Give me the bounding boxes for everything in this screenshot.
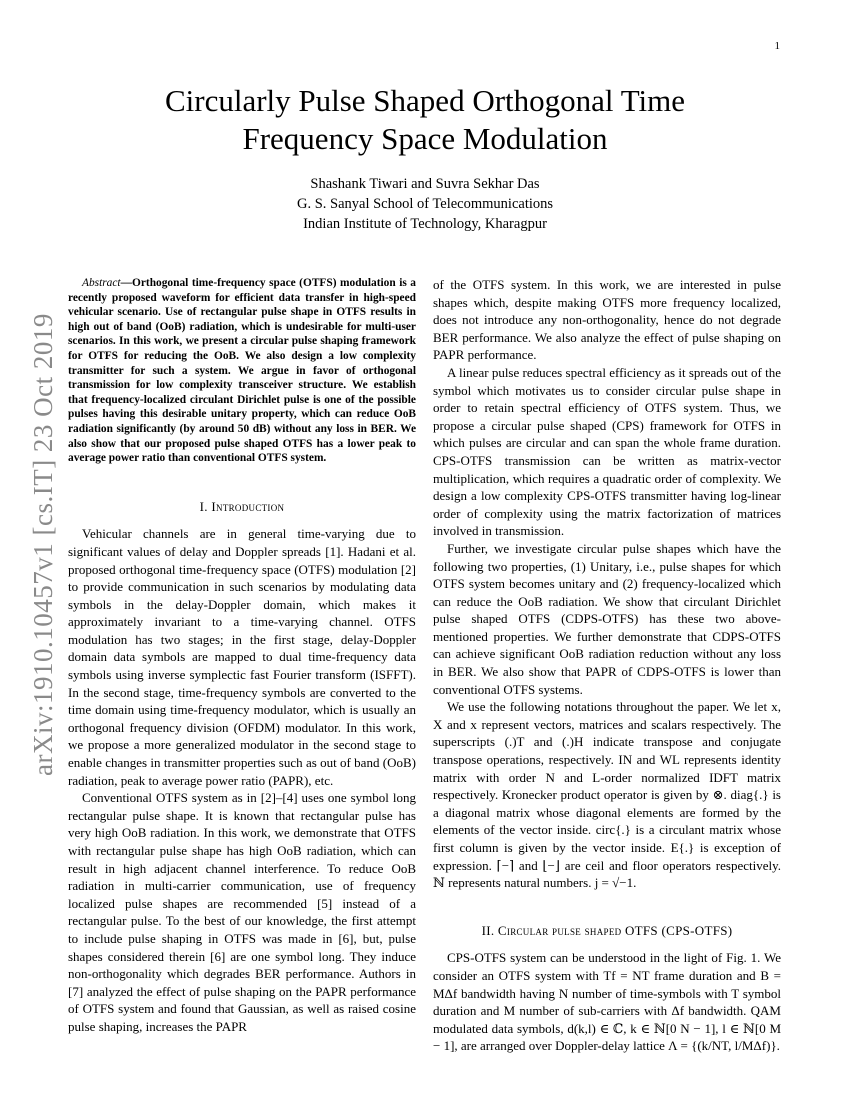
page-number: 1 <box>774 40 780 52</box>
title-line-1: Circularly Pulse Shaped Orthogonal Time <box>164 83 686 118</box>
abstract <box>68 276 416 466</box>
intro-paragraph-1: Vehicular channels are in general time-varying due to significant values of delay and Doppler spreads [1]. Hadani et al. proposed orthogonal time-frequency space (OTFS) modulation [2] to provide communication in such scenarios by modulating data symbols in the delay-Doppler domain, which makes it approximately invariant to a time-varying channel. OTFS modulation has two stages; in the first stage, delay-Doppler domain data symbols are mapped to dual time-frequency data symbols using inverse symplectic fast Fourier transform (ISFFT). In the second stage, time-frequency symbols are converted to the time domain using time-frequency modulator, which is usually an orthogonal frequency division (OFDM) modulator. In this work, we propose a more generalized modulator in the second stage to enable changes in transmitter properties such as out of band (OoB) radiation, peak to average power ratio (PAPR), etc. <box>68 526 416 788</box>
left-column <box>68 276 416 1036</box>
affiliation-school: G. S. Sanyal School of Telecommunications <box>296 196 554 212</box>
section-heading-introduction: I. Introduction <box>199 498 285 514</box>
arxiv-watermark: arXiv:1910.10457v1 [cs.IT] 23 Oct 2019 <box>28 313 58 777</box>
section-heading-cps-otfs: II. Circular pulse shaped OTFS (CPS-OTFS) <box>481 922 733 938</box>
intro-paragraph-2: Conventional OTFS system as in [2]–[4] uses one symbol long rectangular pulse shape. It is known that rectangular pulse has very high OoB radiation. In this work, we demonstrate that OTFS with rectangular pulse shape has high OoB radiation, which can result in high adjacent channel interference. To reduce OoB radiation in multi-carrier communication, use of frequency localized pulse shapes are recommended [5] instead of a rectangular pulse. To the best of our knowledge, the first attempt to include pulse shaping in OTFS was made in [6], but, pulse shapes considered therein [6] are one symbol long. They induce non-orthogonality which degrades BER performance. Authors in [7] analyzed the effect of pulse shaping on the PAPR performance of OTFS system and found that Gaussian, as well as raised cosine pulse shaping, increases the PAPR <box>68 790 416 1034</box>
intro-paragraph-5: Further, we investigate circular pulse shapes which have the following two properties, (1) Unitary, i.e., pulse shapes for which OTFS system becomes unitary and (2) frequency-localized which can reduce the OoB radiation. We show that circulant Dirichlet pulse shaped OTFS (CDPS-OTFS) has these two above-mentioned properties. We further demonstrate that CDPS-OTFS can achieve significant OoB radiation reduction without any loss in BER. We also show that PAPR of CDPS-OTFS is lower than conventional OTFS systems. <box>433 540 781 697</box>
author-names: Shashank Tiwari and Suvra Sekhar Das <box>310 176 540 192</box>
notation-paragraph: We use the following notations throughout the paper. We let x, X and x represent vectors, matrices and scalars respectively. The superscripts (.)T and (.)H indicate transpose and conjugate transpose operations, respectively. IN and WL represents identity matrix with order N and L-order normalized IDFT matrix respectively. Kronecker product operator is given by ⊗. diag{.} is a diagonal matrix whose diagonal elements are formed by the elements of the vector inside. circ{.} is a circulant matrix whose first column is given by the vector inside. E{.} is exception of expression. ⌈−⌉ and ⌊−⌋ are ceil and floor operators respectively. ℕ represents natural numbers. j = √−1. <box>433 699 781 891</box>
right-column <box>433 276 781 1055</box>
intro-paragraph-3: of the OTFS system. In this work, we are interested in pulse shapes which, despite making OTFS more frequency localized, does not introduce any non-orthogonality, hence do not degrade BER performance. We also analyze the effect of pulse shaping on PAPR performance. <box>433 277 781 363</box>
title-block <box>70 82 780 234</box>
intro-paragraph-4: A linear pulse reduces spectral efficiency as it spreads out of the symbol which motivates us to consider circular pulse shape in order to retain spectral efficiency of OTFS system. Thus, we propose a circular pulse shaped (CPS) framework for OTFS in which pulses are circular and can span the whole frame duration. CPS-OTFS transmission can be written as matrix-vector multiplication, which requires a quadratic order of complexity. We design a low complexity CPS-OTFS transmitter having log-linear order of complexity using the matrix factorization of matrices involved in transmission. <box>433 364 781 539</box>
title-line-2: Frequency Space Modulation <box>242 121 608 156</box>
abstract-text: —Orthogonal time-frequency space (OTFS) modulation is a recently proposed waveform for efficient data transfer in high-speed vehicular scenario. Use of rectangular pulse shape in OTFS results in high out of band (OoB) radiation, which is undesirable for multi-user scenarios. In this work, we present a circular pulse shaping framework for OTFS for reducing the OoB. We also design a low complexity transmitter for such a system. We argue in favor of orthogonal transmission for low complexity transceiver structure. We establish that frequency-localized circulant Dirichlet pulse is one of the possible pulses having this desirable unitary property, which can reduce OoB radiation significantly (by around 50 dB) without any loss in BER. We also show that our proposed pulse shaped OTFS has a lower peak to average power ratio than conventional OTFS system. <box>68 277 416 465</box>
cps-otfs-paragraph-1: CPS-OTFS system can be understood in the light of Fig. 1. We consider an OTFS system with Tf = NT frame duration and B = MΔf bandwidth having N number of time-symbols with T symbol duration and M number of sub-carriers with Δf bandwidth. QAM modulated data symbols, d(k,l) ∈ ℂ, k ∈ ℕ[0 N − 1], l ∈ ℕ[0 M − 1], are arranged over Doppler-delay lattice Λ = {(k/NT, l/MΔf)}. <box>433 950 781 1054</box>
author-block <box>70 174 780 234</box>
abstract-label: Abstract <box>82 277 121 289</box>
paper-title <box>70 82 780 158</box>
affiliation-institute: Indian Institute of Technology, Kharagpur <box>303 216 547 232</box>
